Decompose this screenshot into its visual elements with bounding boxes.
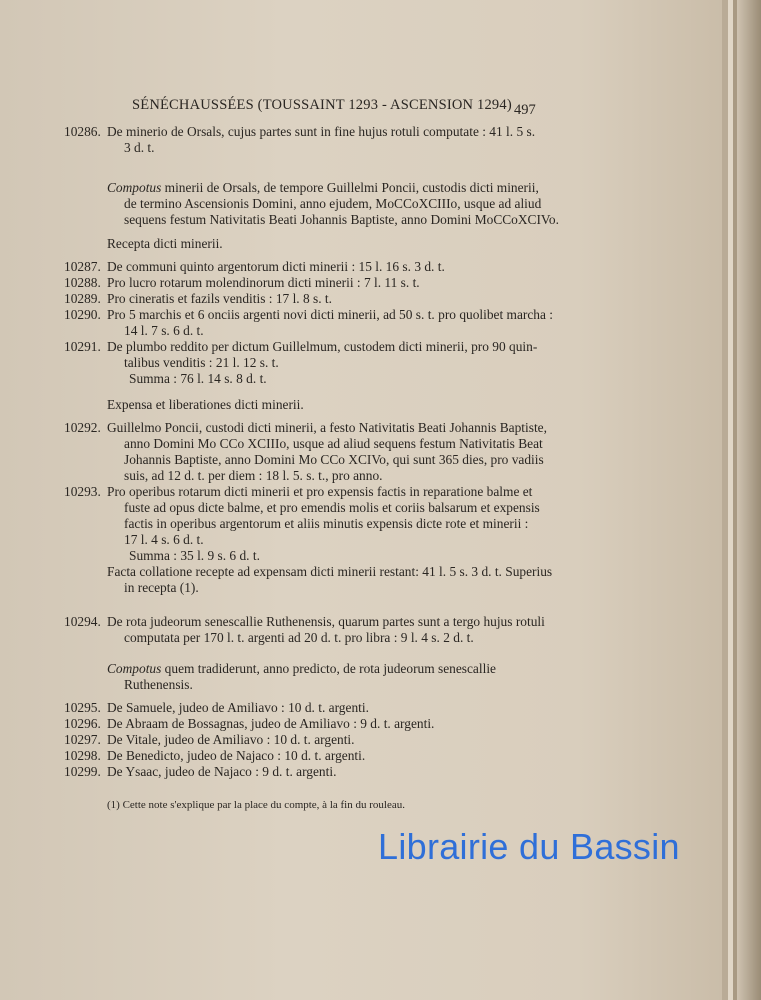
text-line: in recepta (1).	[124, 580, 199, 595]
text-line: De Benedicto, judeo de Najaco : 10 d. t. argenti.	[107, 748, 366, 763]
text-line: Compotus minerii de Orsals, de tempore Guillelmi Poncii, custodis dicti minerii,	[107, 180, 539, 195]
running-header: SÉNÉCHAUSSÉES (TOUSSAINT 1293 - ASCENSION 1294)	[132, 97, 512, 113]
entry-number: 10292.	[64, 420, 101, 435]
entry-number: 10290.	[64, 307, 101, 322]
text-line: de termino Ascensionis Domini, anno ejudem, MoCCoXCIIIo, usque ad aliud	[124, 196, 542, 211]
text-line: anno Domini Mo CCo XCIIIo, usque ad aliud sequens festum Nativitatis Beat	[124, 436, 543, 451]
entry-number: 10289.	[64, 291, 101, 306]
entry-number: 10286.	[64, 124, 101, 139]
text-line: De plumbo reddito per dictum Guillelmum, custodem dicti minerii, pro 90 quin-	[107, 339, 538, 354]
text-line: 17 l. 4 s. 6 d. t.	[124, 532, 204, 547]
entry-number: 10295.	[64, 700, 101, 715]
text-line: sequens festum Nativitatis Beati Johannis Baptiste, anno Domini MoCCoXCIVo.	[124, 212, 559, 227]
text-line: De Samuele, judeo de Amiliavo : 10 d. t. argenti.	[107, 700, 369, 715]
page-number: 497	[514, 102, 536, 118]
text-line: Ruthenensis.	[124, 677, 193, 692]
entry-number: 10288.	[64, 275, 101, 290]
text-line: Pro lucro rotarum molendinorum dicti minerii : 7 l. 11 s. t.	[107, 275, 420, 290]
footnote: (1) Cette note s'explique par la place du compte, à la fin du rouleau.	[107, 799, 405, 811]
text-line: Summa : 76 l. 14 s. 8 d. t.	[129, 371, 267, 386]
text-line: computata per 170 l. t. argenti ad 20 d. t. pro libra : 9 l. 4 s. 2 d. t.	[124, 630, 474, 645]
text-line: fuste ad opus dicte balme, et pro emendis molis et coriis balsarum et expensis	[124, 500, 540, 515]
text-line: De Abraam de Bossagnas, judeo de Amiliavo : 9 d. t. argenti.	[107, 716, 435, 731]
text-line: De Vitale, judeo de Amiliavo : 10 d. t. argenti.	[107, 732, 355, 747]
entry-number: 10297.	[64, 732, 101, 747]
text-line: De communi quinto argentorum dicti minerii : 15 l. 16 s. 3 d. t.	[107, 259, 445, 274]
text-line: De rota judeorum senescallie Ruthenensis, quarum partes sunt a tergo hujus rotuli	[107, 614, 545, 629]
entry-number: 10298.	[64, 748, 101, 763]
text-line: Johannis Baptiste, anno Domini Mo CCo XCIVo, qui sunt 365 dies, pro vadiis	[124, 452, 544, 467]
watermark: Librairie du Bassin	[378, 826, 680, 867]
text-line: Pro cineratis et fazils venditis : 17 l. 8 s. t.	[107, 291, 332, 306]
text-line: Summa : 35 l. 9 s. 6 d. t.	[129, 548, 260, 563]
text-line: Guillelmo Poncii, custodi dicti minerii, a festo Nativitatis Beati Johannis Baptiste,	[107, 420, 547, 435]
text-line: Pro 5 marchis et 6 onciis argenti novi dicti minerii, ad 50 s. t. pro quolibet marcha :	[107, 307, 554, 322]
entry-number: 10291.	[64, 339, 101, 354]
text-line: Facta collatione recepte ad expensam dicti minerii restant: 41 l. 5 s. 3 d. t. Superius	[107, 564, 553, 579]
text-line: Pro operibus rotarum dicti minerii et pro expensis factis in reparatione balme et	[107, 484, 533, 499]
entry-number: 10294.	[64, 614, 101, 629]
entry-number: 10296.	[64, 716, 101, 731]
text-line: De Ysaac, judeo de Najaco : 9 d. t. argenti.	[107, 764, 337, 779]
entry-number: 10287.	[64, 259, 101, 274]
entry-number: 10299.	[64, 764, 101, 779]
text-line: De minerio de Orsals, cujus partes sunt in fine hujus rotuli computate : 41 l. 5 s.	[107, 124, 536, 139]
text-line: suis, ad 12 d. t. per diem : 18 l. 5. s. t., pro anno.	[124, 468, 383, 483]
entry-number: 10293.	[64, 484, 101, 499]
text-line: factis in operibus argentorum et aliis minutis expensis dicte rote et minerii :	[124, 516, 529, 531]
text-line: talibus venditis : 21 l. 12 s. t.	[124, 355, 279, 370]
text-line: Recepta dicti minerii.	[107, 236, 223, 251]
text-line: Expensa et liberationes dicti minerii.	[107, 397, 304, 412]
page-edge	[737, 0, 761, 1000]
text-line: Compotus quem tradiderunt, anno predicto, de rota judeorum senescallie	[107, 661, 496, 676]
text-line: 3 d. t.	[124, 140, 155, 155]
text-line: 14 l. 7 s. 6 d. t.	[124, 323, 204, 338]
